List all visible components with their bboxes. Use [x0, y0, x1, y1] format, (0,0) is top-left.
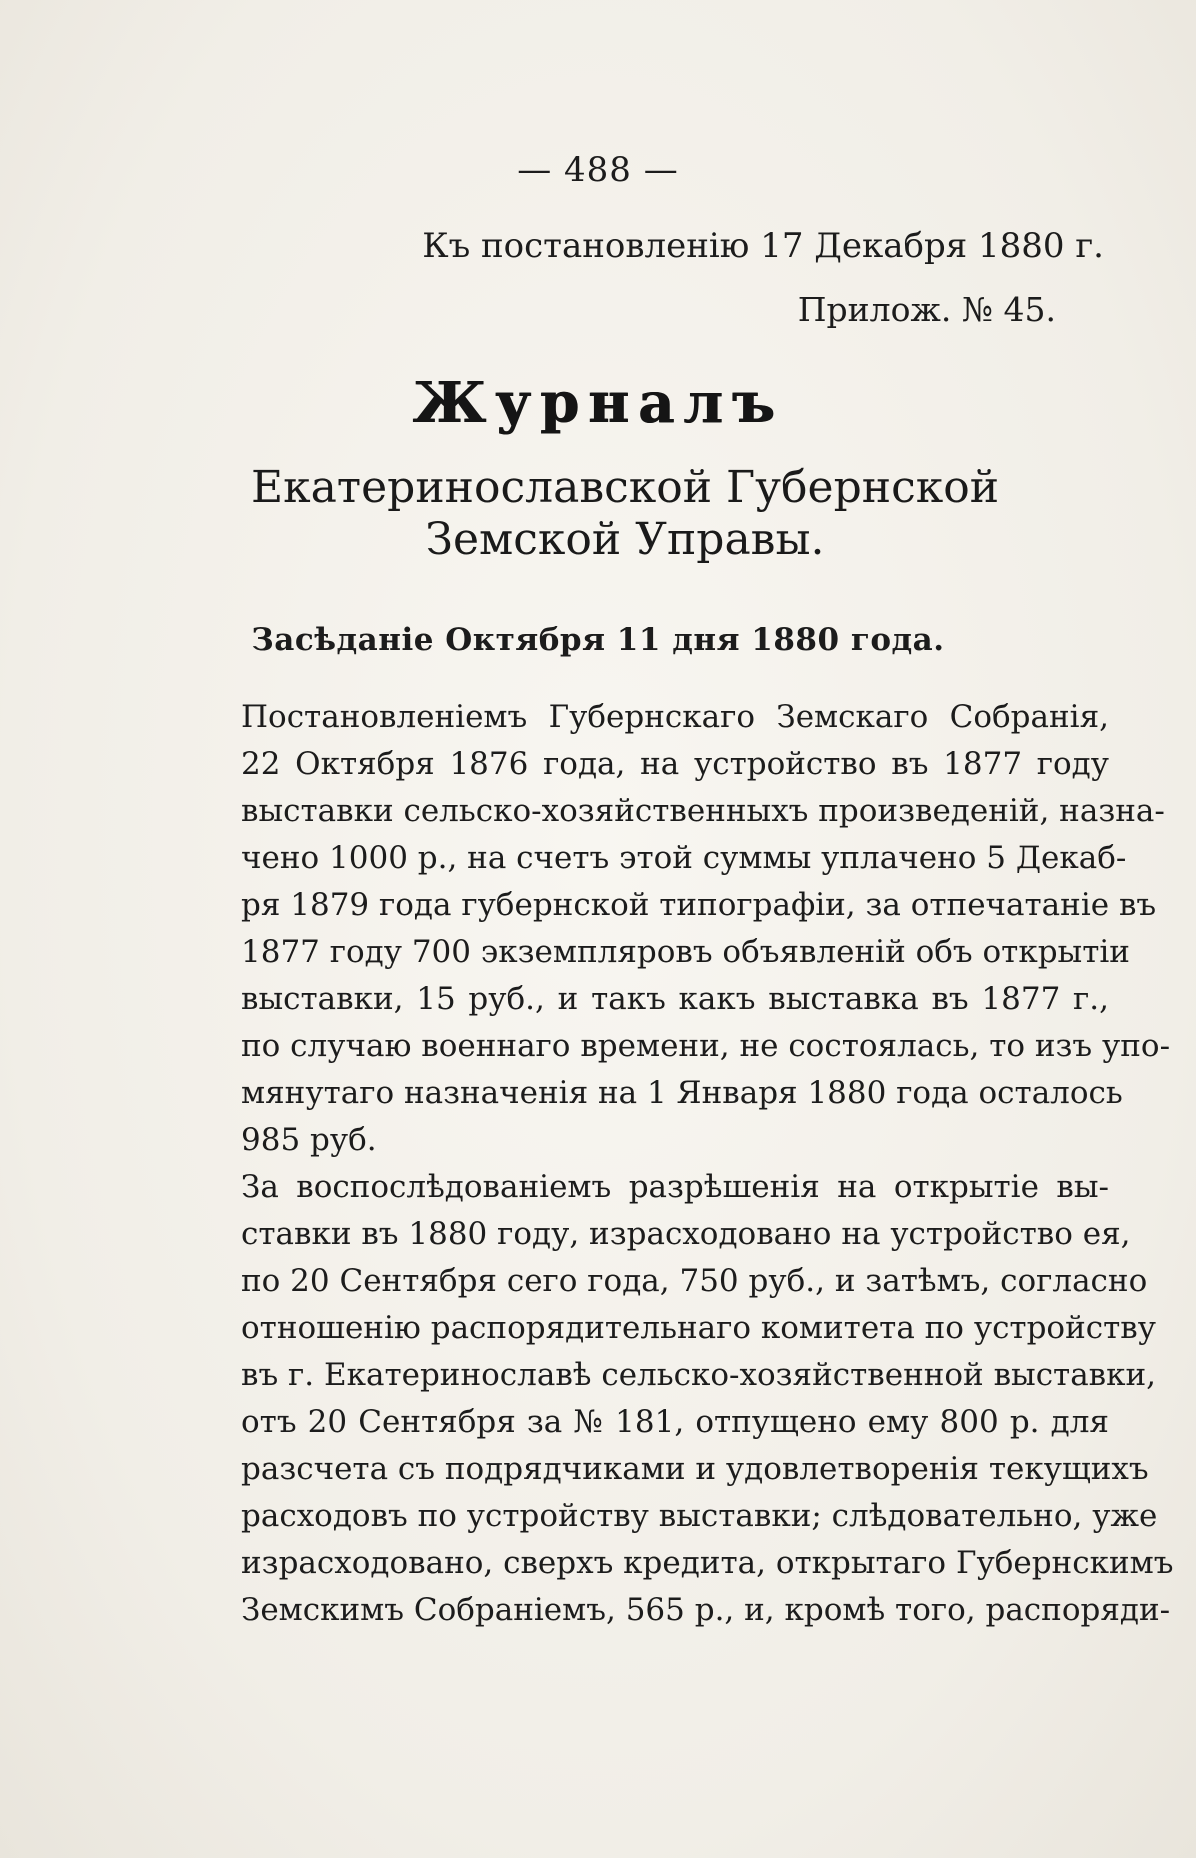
paragraph-2: [163, 1164, 1174, 1634]
text-line: ря 1879 года губернской типографіи, за отпечатаніе въ: [241, 887, 1157, 923]
resolution-reference: Къ постановленію 17 Декабря 1880 г.: [422, 226, 1104, 266]
text-line: 1877 году 700 экземпляровъ объявленій объ открытіи: [241, 934, 1130, 970]
text-line: чено 1000 р., на счетъ этой суммы уплачено 5 Декаб-: [241, 840, 1127, 876]
journal-subtitle: Екатеринославской Губернской Земской Управы.: [250, 462, 1000, 565]
text-line: въ г. Екатеринославѣ сельско-хозяйственной выставки,: [241, 1357, 1157, 1393]
text-line: ставки въ 1880 году, израсходовано на устройство ея,: [241, 1216, 1131, 1252]
text-line: мянутаго назначенія на 1 Января 1880 года осталось: [241, 1075, 1123, 1111]
text-line: отношенію распорядительнаго комитета по устройству: [241, 1310, 1156, 1346]
text-line: по случаю военнаго времени, не состоялась, то изъ упо-: [241, 1028, 1171, 1064]
text-line: Постановленіемъ Губернскаго Земскаго Собранія,: [241, 699, 1109, 735]
appendix-number: Прилож. № 45.: [797, 290, 1056, 329]
text-line: по 20 Сентября сего года, 750 руб., и затѣмъ, согласно: [241, 1263, 1148, 1299]
text-line: Земскимъ Собраніемъ, 565 р., и, кромѣ того, распоряди-: [241, 1592, 1171, 1628]
text-line: расходовъ по устройству выставки; слѣдовательно, уже: [241, 1498, 1158, 1534]
journal-masthead: Журналъ: [412, 370, 784, 436]
text-line: За воспослѣдованіемъ разрѣшенія на открытіе вы-: [241, 1169, 1109, 1205]
body-text: [163, 694, 1174, 1634]
text-line: выставки, 15 руб., и такъ какъ выставка въ 1877 г.,: [241, 981, 1109, 1017]
session-heading: Засѣданіе Октября 11 дня 1880 года.: [251, 622, 945, 658]
paragraph-1: [163, 694, 1171, 1164]
text-line: отъ 20 Сентября за № 181, отпущено ему 800 р. для: [241, 1404, 1109, 1440]
text-line: разсчета съ подрядчиками и удовлетворенія текущихъ: [241, 1451, 1149, 1487]
text-line: израсходовано, сверхъ кредита, открытаго Губернскимъ: [241, 1545, 1174, 1581]
text-line: выставки сельско-хозяйственныхъ произведеній, назна-: [241, 793, 1165, 829]
page-number: — 488 —: [517, 150, 679, 190]
text-line: 985 руб.: [241, 1122, 377, 1158]
text-line: 22 Октября 1876 года, на устройство въ 1877 году: [241, 746, 1109, 782]
